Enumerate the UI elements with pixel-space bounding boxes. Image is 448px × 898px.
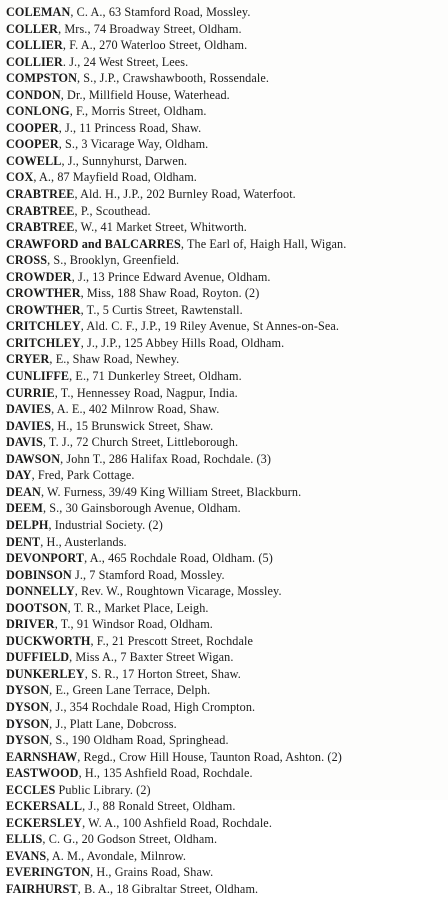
entry-details: , J., 13 Prince Edward Avenue, Oldham. <box>71 269 271 284</box>
entry-details: , C. A., 63 Stamford Road, Mossley. <box>70 5 251 19</box>
list-item <box>6 120 448 137</box>
entry-surname: DEEM <box>6 501 43 516</box>
entry-details: , Mrs., 74 Broadway Street, Oldham. <box>58 21 242 36</box>
entry-surname: COMPSTON <box>6 71 77 86</box>
entry-surname: COLEMAN <box>6 5 71 19</box>
entry-surname: CROWDER <box>6 269 72 284</box>
list-item <box>6 716 448 733</box>
list-item <box>6 169 448 186</box>
list-item <box>6 815 448 832</box>
list-item <box>6 318 448 335</box>
list-item <box>6 467 448 484</box>
entry-surname: CONLONG <box>6 104 70 119</box>
list-item <box>6 351 448 368</box>
entry-details: , Ald. H., J.P., 202 Burnley Road, Waterfoot. <box>74 187 296 202</box>
list-item <box>6 500 448 517</box>
entry-surname: DYSON <box>6 733 50 748</box>
list-item <box>6 782 448 799</box>
entry-surname: CURRIE <box>6 385 55 400</box>
entry-details: , A., 87 Mayfield Road, Oldham. <box>33 170 197 185</box>
entry-details: , H., 135 Ashfield Road, Rochdale. <box>78 766 253 781</box>
list-item <box>6 666 448 683</box>
list-item <box>6 848 448 865</box>
list-item <box>6 484 448 501</box>
entry-details: , J., 88 Ronald Street, Oldham. <box>82 799 236 814</box>
entry-surname: DYSON <box>6 683 50 698</box>
entry-details: , Rev. W., Roughtown Vicarage, Mossley. <box>74 584 282 599</box>
entry-surname: COLLIER <box>6 38 63 53</box>
entry-details: , F., Morris Street, Oldham. <box>69 104 207 119</box>
entry-surname: FAIRHURST <box>6 881 78 896</box>
list-item <box>6 269 448 286</box>
entry-surname: DENT <box>6 534 41 549</box>
entry-details: J., 7 Stamford Road, Mossley. <box>71 567 225 582</box>
entry-surname: DUCKWORTH <box>6 633 91 648</box>
entry-details: , T., 5 Curtis Street, Rawtenstall. <box>80 302 243 317</box>
entry-surname: CRABTREE <box>6 187 75 202</box>
entry-surname: DAVIS <box>6 435 43 450</box>
entry-surname: CRITCHLEY <box>6 319 81 334</box>
list-item <box>6 4 448 21</box>
entry-details: , S., 190 Oldham Road, Springhead. <box>49 733 229 748</box>
list-item <box>6 21 448 38</box>
entry-details: , T. J., 72 Church Street, Littleborough. <box>42 435 239 450</box>
entry-surname: CRYER <box>6 352 50 367</box>
list-item <box>6 401 448 418</box>
list-item <box>6 765 448 782</box>
entry-details: , J., Platt Lane, Dobcross. <box>49 716 177 731</box>
entry-details: , J., 11 Princess Road, Shaw. <box>58 120 202 135</box>
subscriber-list <box>6 4 448 898</box>
entry-details: , Industrial Society. (2) <box>48 517 163 532</box>
list-item <box>6 517 448 534</box>
list-item <box>6 335 448 352</box>
entry-details: , H., 15 Brunswick Street, Shaw. <box>51 418 214 433</box>
entry-details: , W. A., 100 Ashfield Road, Rochdale. <box>82 815 272 830</box>
entry-surname: DEAN <box>6 484 41 499</box>
entry-surname: COWELL <box>6 153 62 168</box>
entry-surname: COX <box>6 170 34 185</box>
list-item <box>6 368 448 385</box>
entry-details: , T., Hennessey Road, Nagpur, India. <box>54 385 238 400</box>
entry-surname: ECKERSALL <box>6 799 83 814</box>
entry-details: , T., 91 Windsor Road, Oldham. <box>54 617 213 632</box>
entry-details: , W., 41 Market Street, Whitworth. <box>74 220 247 235</box>
entry-details: , S., 3 Vicarage Way, Oldham. <box>58 137 209 152</box>
entry-details: , B. A., 18 Gibraltar Street, Oldham. <box>77 881 259 896</box>
list-item <box>6 186 448 203</box>
entry-details: , A., 465 Rochdale Road, Oldham. (5) <box>84 551 273 566</box>
list-item <box>6 649 448 666</box>
entry-surname: ECKERSLEY <box>6 815 83 830</box>
entry-surname: EVANS <box>6 848 47 863</box>
entry-surname: DAVIES <box>6 402 52 417</box>
entry-surname: ECCLES <box>6 782 56 797</box>
list-item <box>6 219 448 236</box>
entry-details: , S., 30 Gainsborough Avenue, Oldham. <box>42 501 241 516</box>
entry-details: , J., J.P., 125 Abbey Hills Road, Oldham. <box>80 335 285 350</box>
entry-surname: DUNKERLEY <box>6 666 85 681</box>
entry-details: , P., Scouthead. <box>74 203 151 218</box>
entry-surname: CRABTREE <box>6 203 75 218</box>
entry-surname: CUNLIFFE <box>6 369 70 384</box>
entry-details: , Dr., Millfield House, Waterhead. <box>60 87 230 102</box>
entry-details: , E., Shaw Road, Newhey. <box>49 352 180 367</box>
entry-surname: CRABTREE <box>6 220 75 235</box>
entry-surname: DOOTSON <box>6 600 68 615</box>
entry-surname: EVERINGTON <box>6 865 91 880</box>
entry-surname: COOPER <box>6 120 59 135</box>
entry-details: , S., J.P., Crawshawbooth, Rossendale. <box>77 71 270 86</box>
list-item <box>6 583 448 600</box>
entry-surname: DYSON <box>6 716 50 731</box>
list-item <box>6 831 448 848</box>
list-item <box>6 434 448 451</box>
list-item <box>6 451 448 468</box>
list-item <box>6 37 448 54</box>
list-item <box>6 203 448 220</box>
list-item <box>6 236 448 253</box>
entry-details: , Regd., Crow Hill House, Taunton Road, Ashton. (2) <box>77 749 342 764</box>
entry-details: , J., Sunnyhurst, Darwen. <box>61 153 188 168</box>
list-item <box>6 252 448 269</box>
list-item <box>6 881 448 898</box>
entry-details: , W. Furness, 39/49 King William Street, Blackburn. <box>40 484 302 499</box>
entry-details: , The Earl of, Haigh Hall, Wigan. <box>180 236 347 251</box>
entry-details: , S., Brooklyn, Greenfield. <box>47 253 180 268</box>
entry-surname: ELLIS <box>6 832 43 847</box>
entry-details: , Miss, 188 Shaw Road, Royton. (2) <box>80 286 260 301</box>
entry-details: , E., 71 Dunkerley Street, Oldham. <box>69 369 242 384</box>
entry-details: , E., Green Lane Terrace, Delph. <box>49 683 211 698</box>
entry-surname: DONNELLY <box>6 584 75 599</box>
entry-details: , C. G., 20 Godson Street, Oldham. <box>42 832 218 847</box>
entry-details: , A. E., 402 Milnrow Road, Shaw. <box>51 402 220 417</box>
entry-surname: CONDON <box>6 87 61 102</box>
entry-surname: DRIVER <box>6 617 55 632</box>
entry-surname: DYSON <box>6 699 50 714</box>
list-item <box>6 550 448 567</box>
entry-surname: COLLER <box>6 21 59 36</box>
list-item <box>6 682 448 699</box>
list-item <box>6 798 448 815</box>
list-item <box>6 534 448 551</box>
list-item <box>6 600 448 617</box>
list-item <box>6 285 448 302</box>
entry-surname: DUFFIELD <box>6 650 70 665</box>
list-item <box>6 699 448 716</box>
list-item <box>6 103 448 120</box>
entry-details: , T. R., Market Place, Leigh. <box>67 600 209 615</box>
entry-details: , F. A., 270 Waterloo Street, Oldham. <box>62 38 248 53</box>
list-item <box>6 616 448 633</box>
entry-surname: COLLIER <box>6 54 63 69</box>
entry-surname: CROSS <box>6 253 48 268</box>
list-item <box>6 70 448 87</box>
entry-surname: DAY <box>6 468 32 483</box>
entry-surname: DAWSON <box>6 451 61 466</box>
list-item <box>6 567 448 584</box>
entry-details: , F., 21 Prescott Street, Rochdale <box>90 633 253 648</box>
entry-details: , A. M., Avondale, Milnrow. <box>46 848 187 863</box>
entry-surname: CRITCHLEY <box>6 335 81 350</box>
list-item <box>6 136 448 153</box>
entry-details: , H., Austerlands. <box>40 534 127 549</box>
list-item <box>6 732 448 749</box>
entry-surname: DAVIES <box>6 418 52 433</box>
entry-details: , Miss A., 7 Baxter Street Wigan. <box>69 650 234 665</box>
entry-details: , S. R., 17 Horton Street, Shaw. <box>84 666 241 681</box>
list-item <box>6 633 448 650</box>
entry-surname: EARNSHAW <box>6 749 78 764</box>
entry-details: Public Library. (2) <box>55 782 151 797</box>
entry-surname: EASTWOOD <box>6 766 79 781</box>
entry-surname: DEVONPORT <box>6 551 85 566</box>
entry-surname: CRAWFORD and BALCARRES <box>6 236 181 251</box>
entry-details: , J., 354 Rochdale Road, High Crompton. <box>49 699 256 714</box>
entry-details: , Ald. C. F., J.P., 19 Riley Avenue, St Annes-on-Sea. <box>80 319 340 334</box>
list-item <box>6 302 448 319</box>
list-item <box>6 864 448 881</box>
list-item <box>6 87 448 104</box>
entry-details: , H., Grains Road, Shaw. <box>90 865 214 880</box>
list-item <box>6 385 448 402</box>
list-item <box>6 54 448 71</box>
list-item <box>6 418 448 435</box>
entry-details: , Fred, Park Cottage. <box>31 468 135 483</box>
entry-surname: DOBINSON <box>6 567 72 582</box>
list-item <box>6 749 448 766</box>
entry-surname: COOPER <box>6 137 59 152</box>
entry-details: , John T., 286 Halifax Road, Rochdale. (3) <box>60 451 272 466</box>
entry-surname: CROWTHER <box>6 302 81 317</box>
entry-surname: CROWTHER <box>6 286 81 301</box>
entry-details: . J., 24 West Street, Lees. <box>62 54 189 69</box>
entry-surname: DELPH <box>6 517 49 532</box>
list-item <box>6 153 448 170</box>
